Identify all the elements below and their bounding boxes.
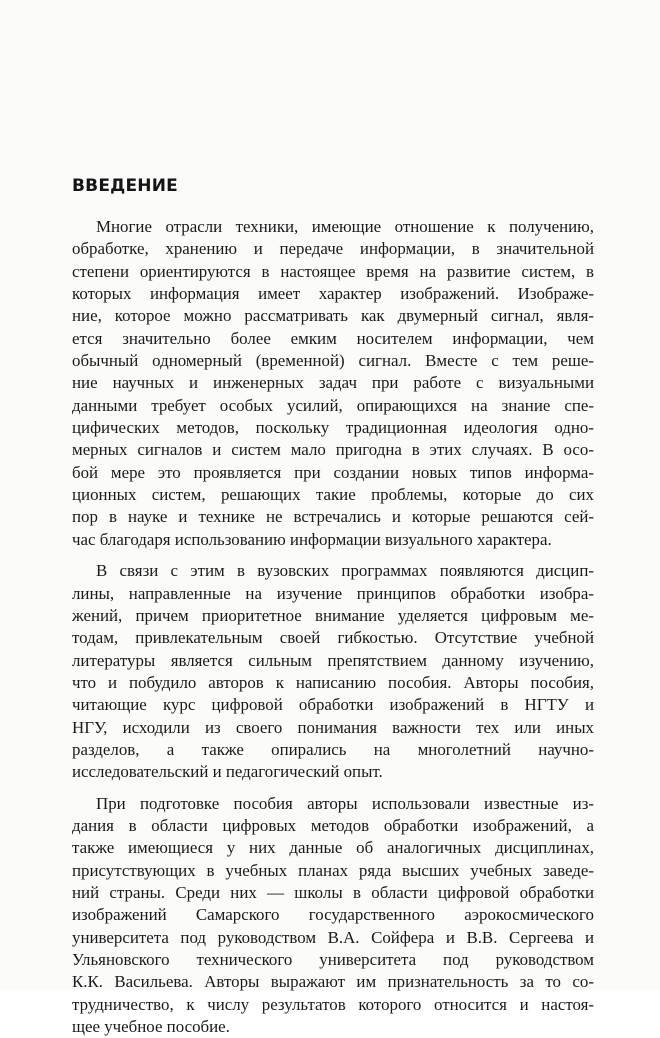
text-line: пор в науке и технике не встречались и которые решаются сей- [72, 507, 594, 527]
paragraph-3 [72, 793, 594, 1038]
text-line: также имеющиеся у них данные об аналогичных дисциплинах, [72, 838, 594, 858]
text-line: В связи с этим в вузовских программах появляются дисцип- [96, 561, 594, 581]
text-line: университета под руководством В.А. Сойфера и В.В. Сергеева и [72, 927, 594, 947]
text-line: ется значительно более емким носителем информации, чем [72, 328, 594, 348]
text-line: читающие курс цифровой обработки изображений в НГТУ и [72, 695, 594, 715]
text-line: ционных систем, решающих такие проблемы, которые до сих [72, 485, 594, 505]
text-line: трудничество, к числу результатов которого относится и настоя- [72, 994, 594, 1014]
text-line: тодам, привлекательным своей гибкостью. Отсутствие учебной [72, 628, 594, 648]
text-line: час благодаря использованию информации визуального характера. [72, 529, 552, 549]
text-line: бой мере это проявляется при создании новых типов информа- [72, 462, 594, 482]
text-line: ние, которое можно рассматривать как двумерный сигнал, явля- [72, 306, 594, 326]
text-line: разделов, а также опирались на многолетний научно- [72, 739, 594, 759]
text-line: НГУ, исходили из своего понимания важности тех или иных [72, 717, 594, 737]
text-line: данными требует особых усилий, опирающихся на знание спе- [72, 395, 594, 415]
text-line: мерных сигналов и систем мало пригодна в этих случаях. В осо- [72, 440, 594, 460]
text-line: обычный одномерный (временной) сигнал. Вместе с тем реше- [72, 351, 594, 371]
text-line: При подготовке пособия авторы использовали известные из- [96, 793, 594, 813]
text-line: ние научных и инженерных задач при работе с визуальными [72, 373, 594, 393]
section-heading: ВВЕДЕНИЕ [72, 176, 178, 196]
text-line: дания в области цифровых методов обработки изображений, а [72, 815, 594, 835]
text-line: присутствующих в учебных планах ряда высших учебных заведе- [72, 860, 594, 880]
paragraph-1 [72, 216, 594, 551]
text-line: которых информация имеет характер изображений. Изображе- [72, 284, 594, 304]
text-line: жений, причем приоритетное внимание уделяется цифровым ме- [72, 605, 594, 625]
paragraph-2 [72, 560, 594, 783]
text-line: ний страны. Среди них — школы в области цифровой обработки [72, 882, 594, 902]
text-line: лины, направленные на изучение принципов обработки изобра- [72, 583, 594, 603]
text-line: степени ориентируются в настоящее время на развитие систем, в [72, 261, 594, 281]
text-line: что и побудило авторов к написанию пособия. Авторы пособия, [72, 672, 594, 692]
text-line: исследовательский и педагогический опыт. [72, 762, 383, 782]
text-line: литературы является сильным препятствием данному изучению, [72, 650, 594, 670]
text-line: Многие отрасли техники, имеющие отношение к получению, [96, 217, 594, 236]
body-text [72, 216, 594, 1038]
text-line: К.К. Васильева. Авторы выражают им признательность за то со- [72, 972, 594, 992]
text-line: щее учебное пособие. [72, 1017, 230, 1037]
text-line: изображений Самарского государственного аэрокосмического [72, 905, 594, 925]
text-line: цифических методов, поскольку традиционная идеология одно- [72, 418, 594, 438]
text-line: обработке, хранению и передаче информации, в значительной [72, 239, 594, 259]
text-line: Ульяновского технического университета под руководством [72, 950, 594, 969]
